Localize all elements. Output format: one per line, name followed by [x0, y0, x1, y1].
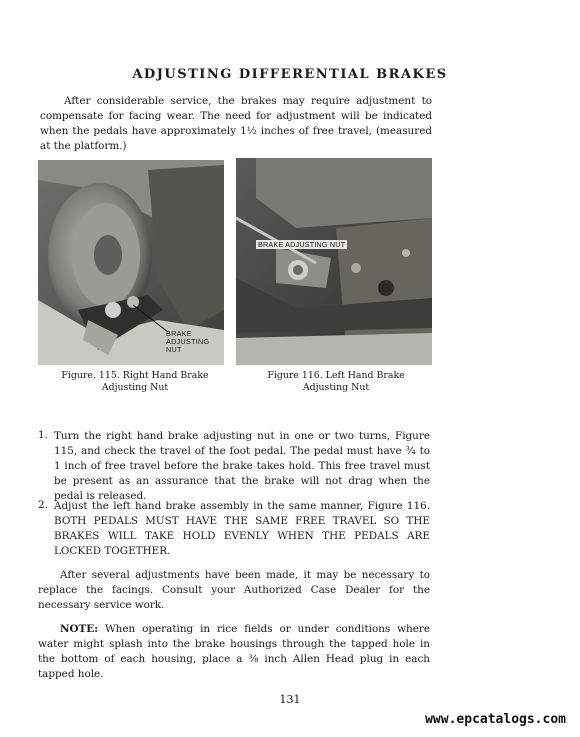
step-1-text: Turn the right hand brake adjusting nut in one or two turns, Figure 115, and check the travel of the foot pedal. The pedal must have ¾ to 1 inch of free travel before the brake takes hold. This free travel must be present as an assurance that the brake will not drag when the pedal is released. [54, 430, 430, 502]
figure-115-photo [38, 160, 224, 365]
page-title: ADJUSTING DIFFERENTIAL BRAKES [132, 67, 448, 82]
intro-paragraph: After considerable service, the brakes may require adjustment to compensate for facing wear. The need for adjustment will be indicated when the pedals have approximately 1½ inches of free travel, (measured at the platform.) [40, 95, 432, 152]
figure-116-caption-line1: Figure 116. Left Hand Brake [267, 370, 405, 381]
step-1-number: 1. [38, 429, 48, 441]
note-paragraph [38, 622, 430, 682]
figure-115-caption-line1: Figure. 115. Right Hand Brake [61, 370, 209, 381]
step-2-number: 2. [38, 499, 48, 511]
figure-116-callout: BRAKE ADJUSTING NUT [258, 240, 346, 249]
after-steps-paragraph: After several adjustments have been made, it may be necessary to replace the facings. Consult your Authorized Case Dealer for the necessary service work. [38, 569, 430, 611]
step-2-text: Adjust the left hand brake assembly in the same manner, Figure 116. BOTH PEDALS MUST HAVE THE SAME FREE TRAVEL SO THE BRAKES WILL TAKE HOLD EVENLY WHEN THE PEDALS ARE LOCKED TOGETHER. [54, 500, 430, 557]
note-text: When operating in rice fields or under conditions where water might splash into the brake housings through the tapped hole in the bottom of each housing, place a ⅜ inch Allen Head plug in each tapped hole. [38, 623, 430, 680]
figure-116-caption [250, 370, 422, 394]
figure-115-callout: BRAKE ADJUSTING NUT [166, 329, 210, 354]
figure-116-caption-line2: Adjusting Nut [302, 382, 370, 393]
note-label: NOTE: [60, 623, 99, 635]
figure-115-caption [50, 370, 220, 394]
figure-116-image [236, 158, 432, 365]
figure-116-photo [236, 158, 432, 365]
watermark: www.epcatalogs.com [425, 712, 566, 727]
page-number: 131 [279, 693, 301, 706]
figure-115-caption-line2: Adjusting Nut [101, 382, 169, 393]
